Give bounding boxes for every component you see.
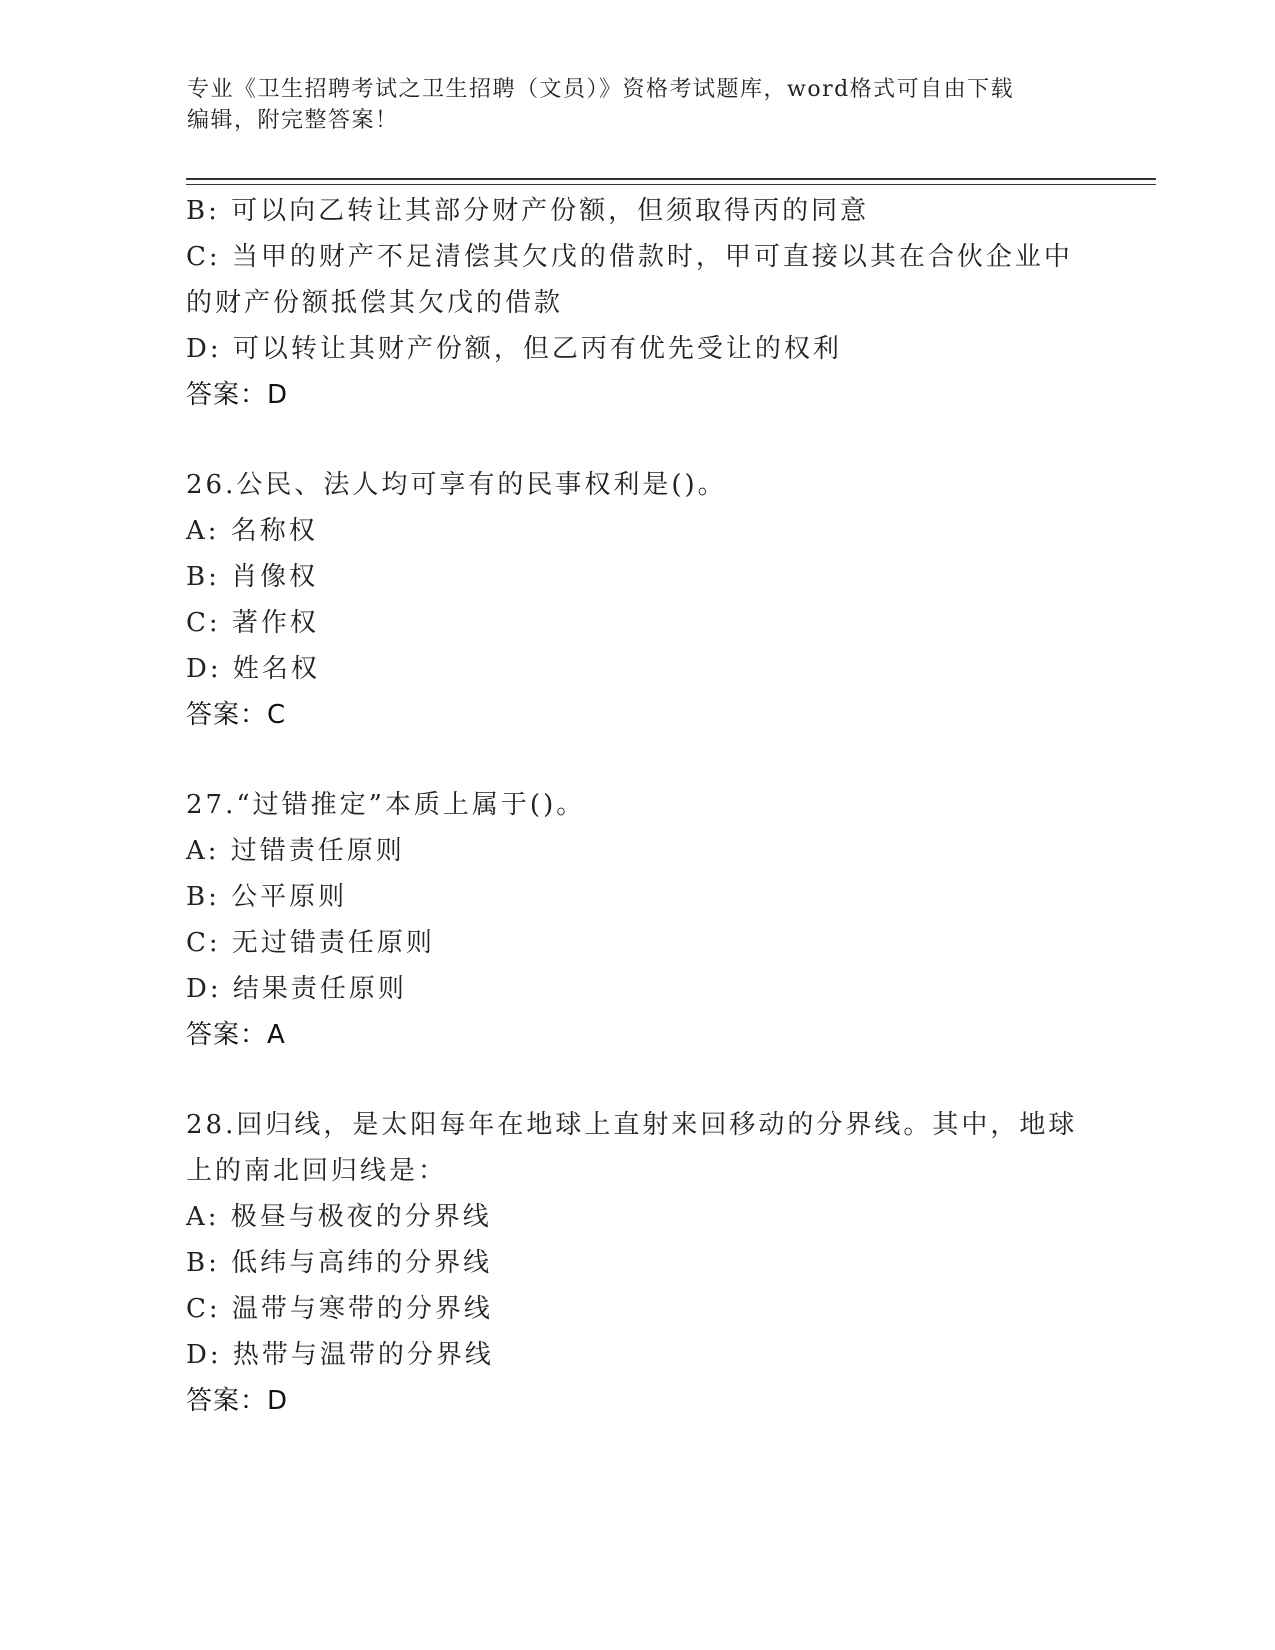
option-c: C: 温带与寒带的分界线	[186, 1294, 493, 1324]
option-a: A: 极昼与极夜的分界线	[186, 1202, 492, 1232]
question-28	[186, 1102, 1086, 1424]
header-line-2: 编辑，附完整答案！	[187, 108, 399, 133]
spacer	[186, 738, 1086, 782]
option-c-line-2: 的财产份额抵偿其欠戊的借款	[186, 288, 564, 318]
question-stem: 26.公民、法人均可享有的民事权利是()。	[186, 470, 727, 500]
option-c: C: 无过错责任原则	[186, 928, 435, 958]
option-d: D: 结果责任原则	[186, 974, 407, 1004]
header-line-1: 专业《卫生招聘考试之卫生招聘（文员）》资格考试题库，word格式可自由下载	[187, 77, 1015, 102]
answer-27: 答案：A	[186, 1020, 286, 1050]
option-d: D: 热带与温带的分界线	[186, 1340, 494, 1370]
option-c-line-1: C: 当甲的财产不足清偿其欠戊的借款时，甲可直接以其在合伙企业中	[186, 242, 1073, 272]
question-list	[186, 188, 1086, 1424]
header-divider-thick	[186, 178, 1156, 180]
option-a: A: 名称权	[186, 516, 318, 546]
question-stem-line-2: 上的南北回归线是：	[186, 1156, 448, 1186]
option-d: D: 姓名权	[186, 654, 320, 684]
option-b: B: 肖像权	[186, 562, 319, 592]
answer-26: 答案：C	[186, 700, 287, 730]
question-stem: 27.“过错推定”本质上属于()。	[186, 790, 586, 820]
question-27	[186, 782, 1086, 1058]
option-b: B: 可以向乙转让其部分财产份额，但须取得丙的同意	[186, 196, 870, 226]
page-header	[187, 74, 1087, 136]
answer-25: 答案：D	[186, 380, 289, 410]
option-c: C: 著作权	[186, 608, 319, 638]
header-divider-thin	[186, 184, 1156, 185]
spacer	[186, 1058, 1086, 1102]
question-25-continued	[186, 188, 1086, 418]
option-d: D: 可以转让其财产份额，但乙丙有优先受让的权利	[186, 334, 842, 364]
question-stem-line-1: 28.回归线，是太阳每年在地球上直射来回移动的分界线。其中，地球	[186, 1110, 1078, 1140]
question-26	[186, 462, 1086, 738]
option-b: B: 低纬与高纬的分界线	[186, 1248, 493, 1278]
option-b: B: 公平原则	[186, 882, 348, 912]
spacer	[186, 418, 1086, 462]
answer-28: 答案：D	[186, 1386, 289, 1416]
option-a: A: 过错责任原则	[186, 836, 405, 866]
